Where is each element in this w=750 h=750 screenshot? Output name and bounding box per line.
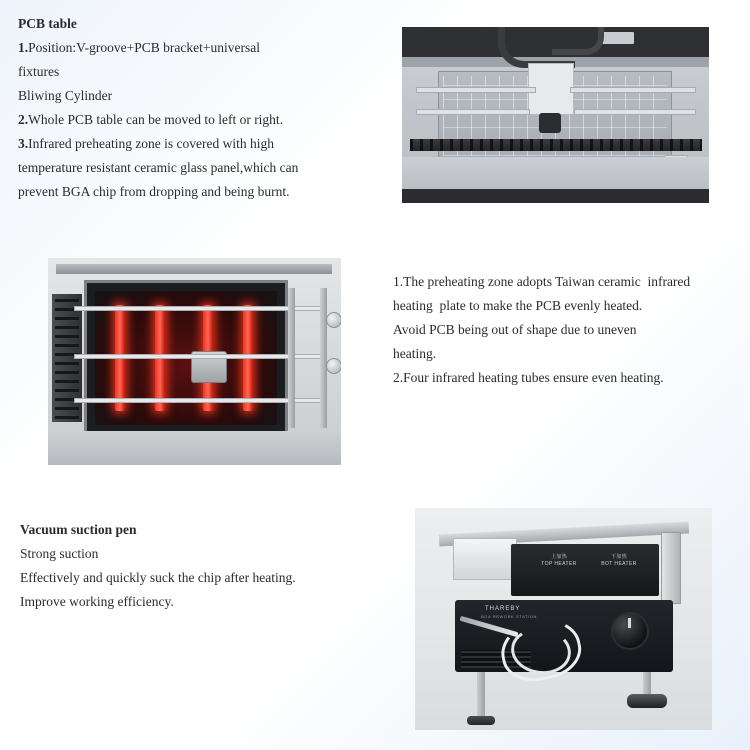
vacuum-pen-line-3: Improve working efficiency. — [20, 594, 174, 609]
pcb-table-line-7: prevent BGA chip from dropping and being burnt. — [18, 184, 290, 199]
support-arm-right-lower — [574, 109, 696, 115]
adjust-knob-upper — [326, 312, 341, 328]
infrared-preheating-photo — [48, 258, 341, 465]
preheating-line-4: heating. — [393, 346, 437, 361]
vacuum-suction-pen-photo — [415, 508, 712, 730]
center-clamp-knob — [539, 113, 561, 133]
right-post — [288, 288, 295, 428]
top-heater-head — [453, 538, 517, 580]
brand-label: THAREBY — [485, 606, 521, 612]
pcb-table-text-block — [18, 12, 358, 204]
top-heater-label: 上加热 TOP HEATER — [541, 554, 577, 567]
support-arm-left — [416, 87, 536, 93]
top-rail — [56, 264, 332, 274]
pcb-table-line-2: fixtures — [18, 64, 60, 79]
preheating-line-1: 1.The preheating zone adopts Taiwan ceramic infrared — [393, 274, 691, 289]
control-dial — [611, 612, 649, 650]
preheating-line-2: heating plate to make the PCB evenly heated. — [393, 298, 643, 313]
preheating-text-block — [393, 270, 741, 390]
heater-housing — [511, 544, 659, 596]
cable-hose-secondary-icon — [552, 27, 604, 55]
pcb-table-heading: PCB table — [18, 16, 77, 31]
left-support-leg — [477, 672, 485, 720]
pcb-table-line-4-text: Whole PCB table can be moved to left or right. — [28, 112, 284, 127]
support-arm-left-lower — [416, 109, 530, 115]
pcb-table-line-3: Bliwing Cylinder — [18, 88, 113, 103]
pcb-table-photo — [402, 27, 709, 203]
machine-base — [48, 431, 341, 465]
pcb-table-line-5-text: Infrared preheating zone is covered with high — [28, 136, 275, 151]
pcb-table-line-1: 1.Position:V-groove+PCB bracket+universal — [18, 40, 260, 55]
pcb-table-line-4: 2.Whole PCB table can be moved to left or right. — [18, 112, 284, 127]
vacuum-pen-line-2: Effectively and quickly suck the chip after heating. — [20, 570, 296, 585]
brand-sub-label: BGA REWORK STATION — [481, 614, 537, 619]
machine-base-shadow — [402, 189, 709, 203]
pcb-table-line-1-text: Position:V-groove+PCB bracket+universal — [28, 40, 260, 55]
left-foot-pad — [467, 716, 495, 725]
adjust-knob-lower — [326, 358, 341, 374]
preheating-line-3: Avoid PCB being out of shape due to uneven — [393, 322, 637, 337]
perforated-rail — [410, 139, 702, 151]
rail-holes — [410, 139, 702, 151]
right-foot-pad — [627, 694, 667, 708]
vacuum-pen-text-block — [20, 518, 360, 614]
pcb-table-line-5: 3.Infrared preheating zone is covered with high — [18, 136, 275, 151]
right-vertical-post — [661, 532, 681, 604]
vacuum-pen-heading: Vacuum suction pen — [20, 522, 137, 537]
pcb-table-line-6: temperature resistant ceramic glass panel,which can — [18, 160, 299, 175]
preheating-line-5: 2.Four infrared heating tubes ensure even heating. — [393, 370, 664, 385]
vacuum-pen-line-1: Strong suction — [20, 546, 99, 561]
right-post-outer — [320, 288, 327, 428]
bottom-heater-label: 下加热 BOT HEATER — [601, 554, 637, 567]
dial-marker — [628, 618, 631, 628]
support-arm-right — [570, 87, 696, 93]
